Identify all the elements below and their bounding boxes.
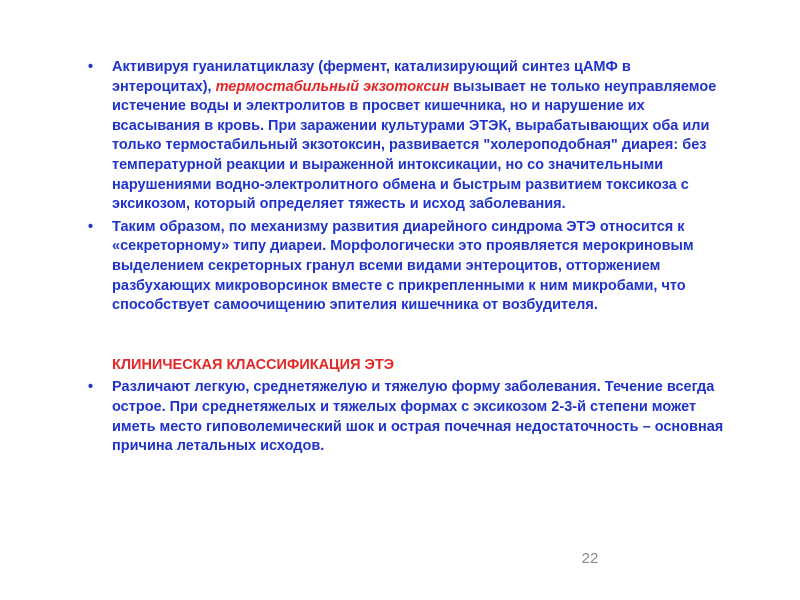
paragraph-mechanism-text-after: вызывает не только неуправляемое истечение воды и электролитов в просвет кишечника, но и нарушение их всасывания в кровь. При заражении культурами ЭТЭК, вырабатывающих оба или только термостабильный экзотоксин, развивается "холероподобная" диарея: без температурной реакции и выраженной интоксикации, но со значительными нарушениями водно-электролитного обмена и быстрым развитием токсикоза с эксикозом, который определяет тяжесть и исход заболевания.	[112, 78, 717, 213]
paragraph-mechanism	[88, 58, 728, 215]
paragraph-classification	[88, 378, 728, 456]
bullet-icon: •	[88, 379, 94, 396]
paragraph-diarrhea-type	[88, 218, 728, 316]
page-number: 22	[581, 550, 599, 567]
section-heading: КЛИНИЧЕСКАЯ КЛАССИФИКАЦИЯ ЭТЭ	[112, 356, 395, 373]
toxin-highlight: термостабильный экзотоксин	[215, 78, 450, 95]
paragraph-mechanism-text-before: Активируя гуанилатциклазу (фермент, катализирующий синтез цАМФ в энтероцитах),	[112, 59, 631, 95]
slide-content	[88, 58, 728, 460]
paragraph-diarrhea-type-text: Таким образом, по механизму развития диарейного синдрома ЭТЭ относится к «секреторному» типу диареи. Морфологически это проявляется мерокриновым выделением секреторных гранул всеми видами энтероцитов, отторжением разбухающих микроворсинок вместе с прикрепленными к ним микробами, что способствует самоочищению эпителия кишечника от возбудителя.	[112, 218, 694, 314]
bullet-icon: •	[88, 218, 94, 235]
spacer	[88, 319, 728, 356]
bullet-icon: •	[88, 59, 94, 75]
paragraph-classification-text: Различают легкую, среднетяжелую и тяжелую форму заболевания. Течение всегда острое. При среднетяжелых и тяжелых формах с эксикозом 2-3-й степени может иметь место гиповолемический шок и острая почечная недостаточность – основная причина летальных исходов.	[112, 379, 724, 455]
